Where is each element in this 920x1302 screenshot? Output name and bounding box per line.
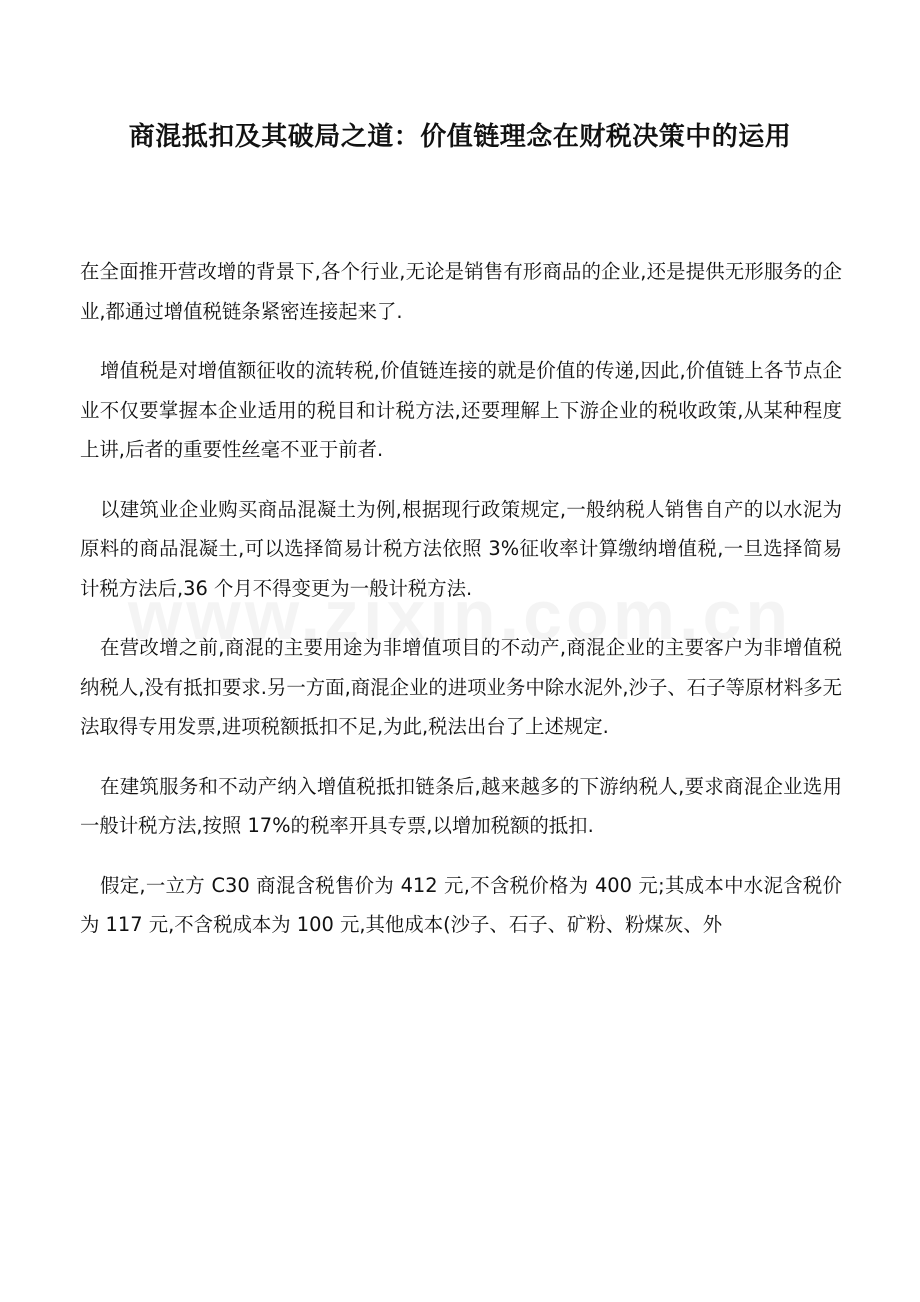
document-body bbox=[80, 252, 842, 965]
document-title: 商混抵扣及其破局之道：价值链理念在财税决策中的运用 bbox=[128, 122, 792, 152]
paragraph: 在全面推开营改增的背景下,各个行业,无论是销售有形商品的企业,还是提供无形服务的企业,都通过增值税链条紧密连接起来了. bbox=[80, 260, 842, 323]
paragraph: 以建筑业企业购买商品混凝土为例,根据现行政策规定,一般纳税人销售自产的以水泥为原料的商品混凝土,可以选择简易计税方法依照 3%征收率计算缴纳增值税,一旦选择简易计税方法后,36 个月不得变更为一般计税方法. bbox=[80, 497, 842, 600]
paragraph: 在营改增之前,商混的主要用途为非增值项目的不动产,商混企业的主要客户为非增值税纳税人,没有抵扣要求.另一方面,商混企业的进项业务中除水泥外,沙子、石子等原材料多无法取得专用发票,进项税额抵扣不足,为此,税法出台了上述规定. bbox=[80, 636, 842, 738]
paragraph: 增值税是对增值额征收的流转税,价值链连接的就是价值的传递,因此,价值链上各节点企业不仅要掌握本企业适用的税目和计税方法,还要理解上下游企业的税收政策,从某种程度上讲,后者的重要性丝毫不亚于前者. bbox=[80, 359, 842, 461]
paragraph: 在建筑服务和不动产纳入增值税抵扣链条后,越来越多的下游纳税人,要求商混企业选用一般计税方法,按照 17%的税率开具专票,以增加税额的抵扣. bbox=[80, 774, 842, 837]
paragraph: 假定,一立方 C30 商混含税售价为 412 元,不含税价格为 400 元;其成本中水泥含税价为 117 元,不含税成本为 100 元,其他成本(沙子、石子、矿粉、粉煤灰、外 bbox=[80, 873, 842, 936]
